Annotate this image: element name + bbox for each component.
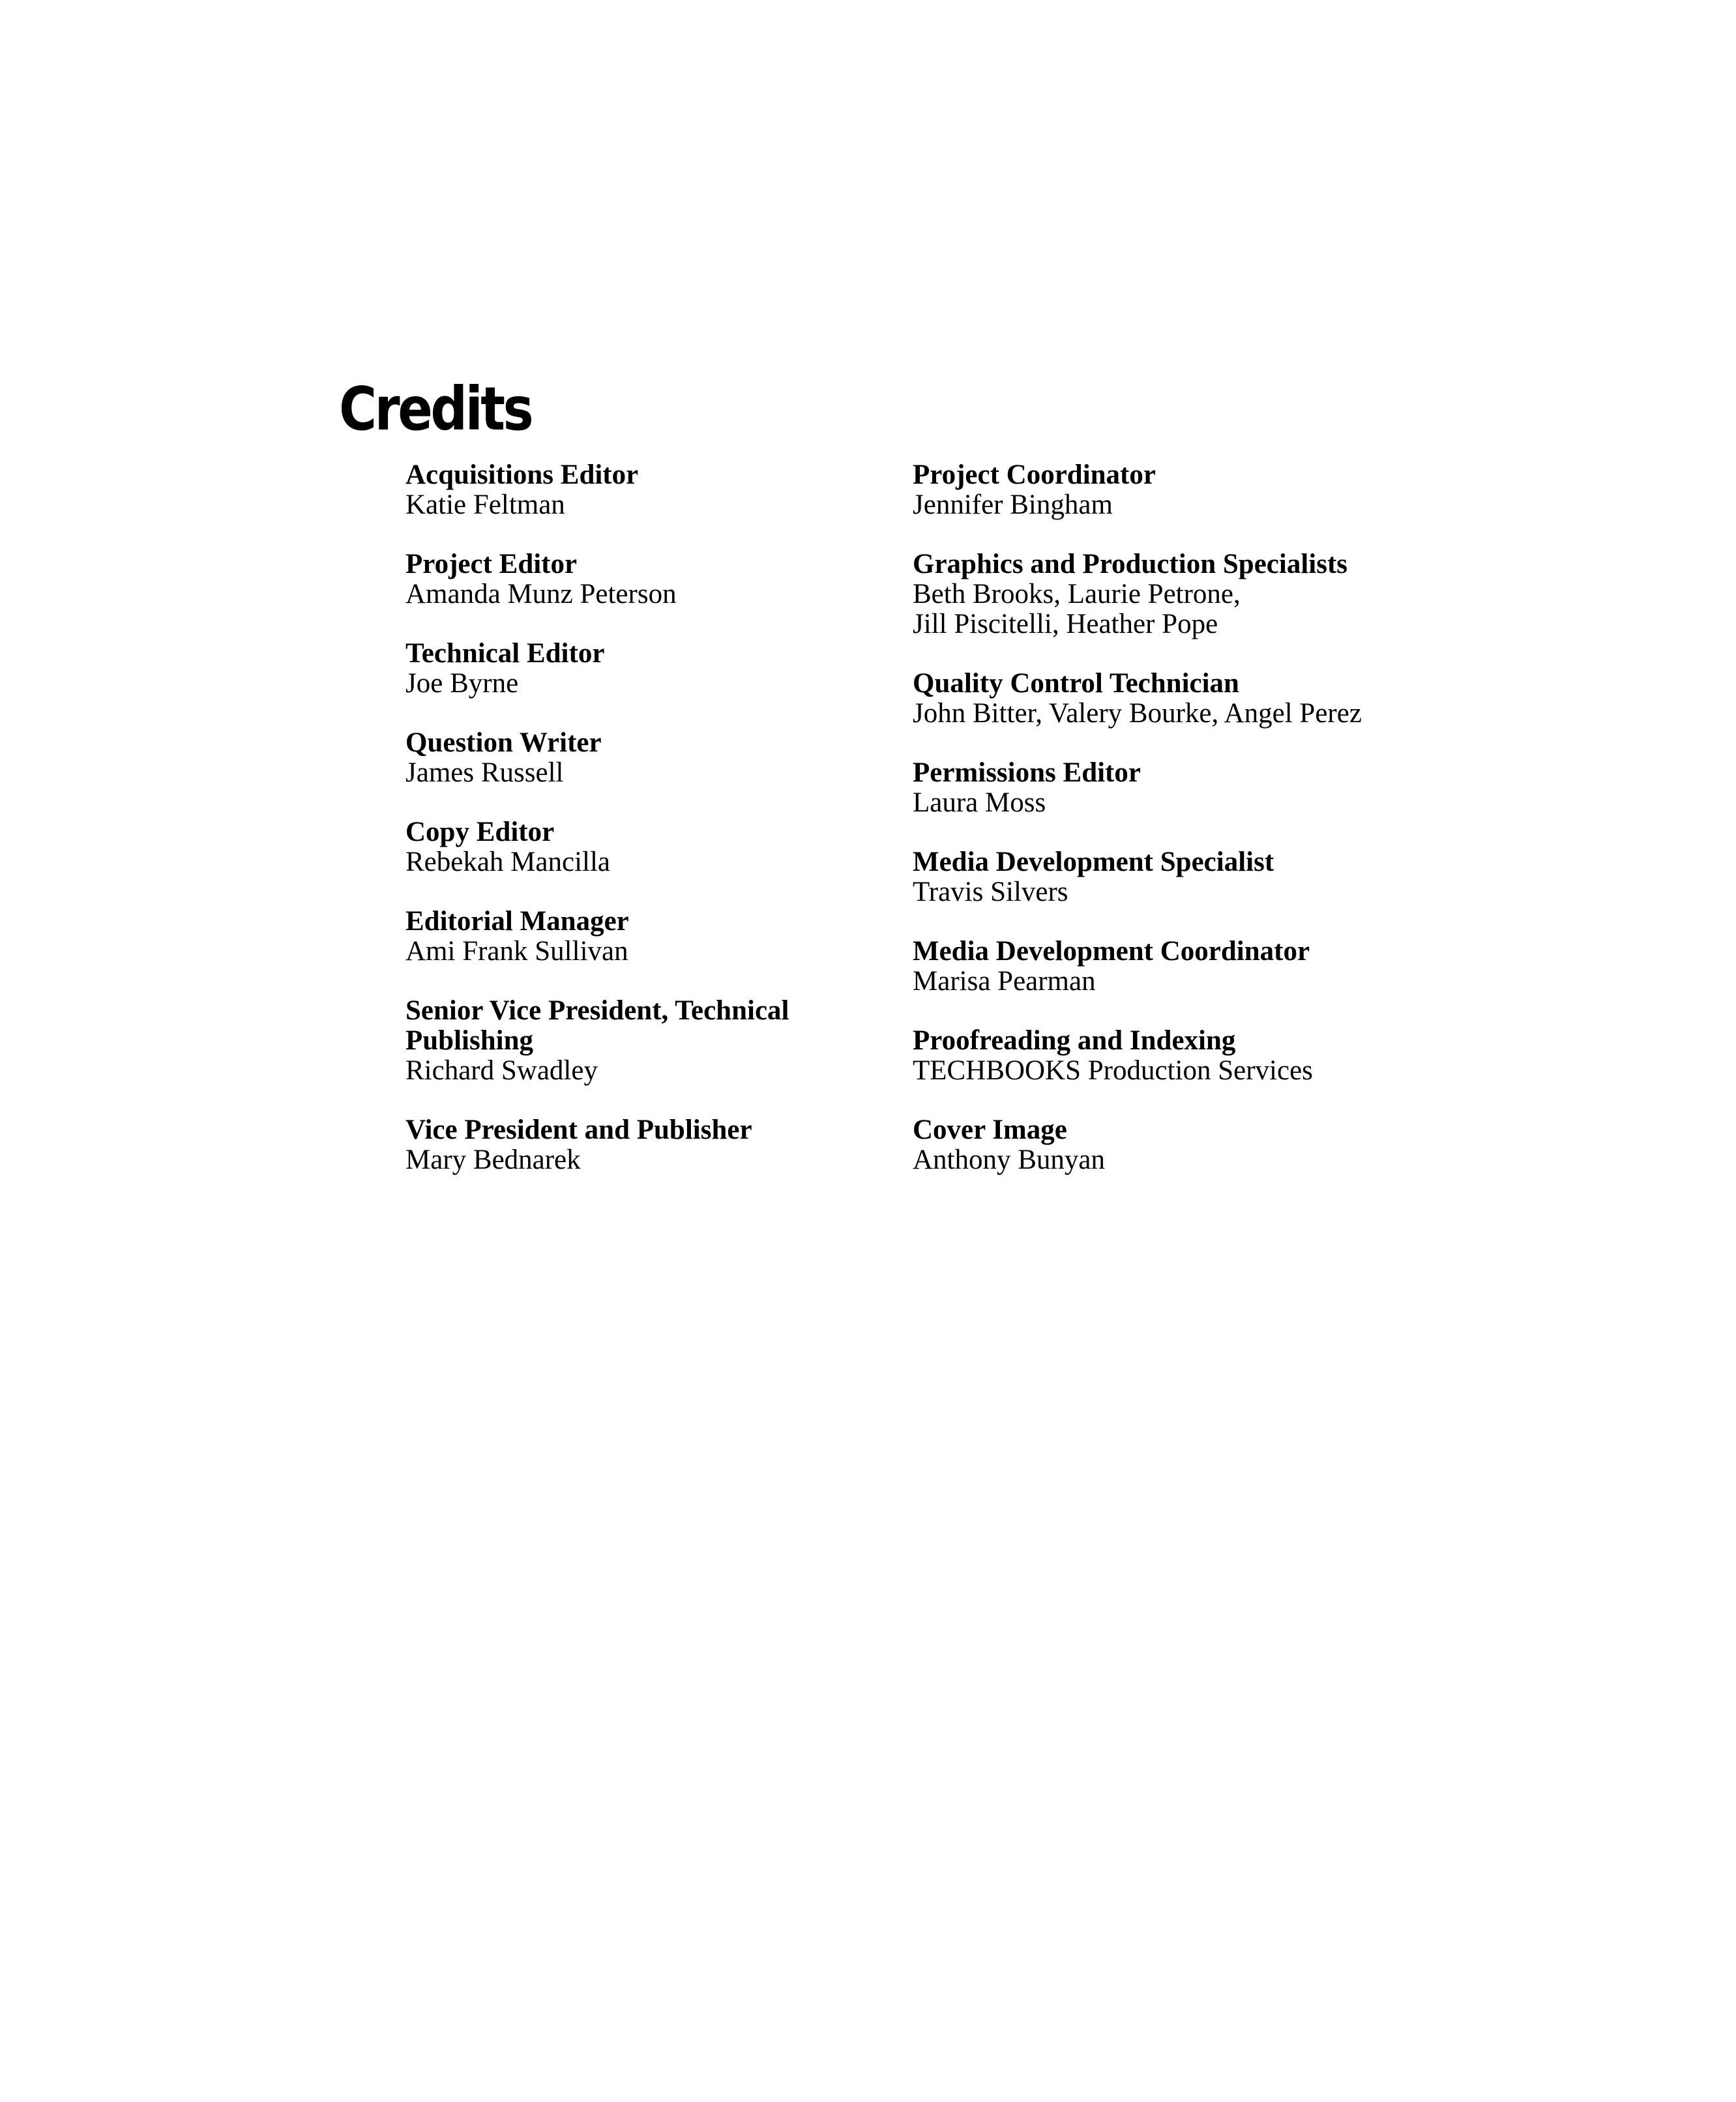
credit-name: TECHBOOKS Production Services bbox=[913, 1055, 1313, 1086]
credit-role: Media Development Coordinator bbox=[913, 936, 1310, 967]
credit-role: Technical Editor bbox=[405, 638, 605, 669]
credit-entry-vice-president-publisher bbox=[405, 1115, 901, 1175]
credit-role: Permissions Editor bbox=[913, 757, 1141, 788]
credit-entry-editorial-manager bbox=[405, 907, 901, 967]
credit-entry-question-writer bbox=[405, 728, 901, 788]
credit-name: Mary Bednarek bbox=[405, 1145, 581, 1175]
credit-name: Marisa Pearman bbox=[913, 966, 1096, 997]
credit-name: Richard Swadley bbox=[405, 1055, 598, 1086]
credit-role: Vice President and Publisher bbox=[405, 1115, 752, 1145]
credit-role: Graphics and Production Specialists bbox=[913, 549, 1348, 579]
page-title: Credits bbox=[339, 374, 532, 444]
credit-entry-senior-vice-president bbox=[405, 996, 901, 1086]
credit-name: Ami Frank Sullivan bbox=[405, 936, 628, 967]
credit-entry-proofreading-indexing bbox=[913, 1026, 1499, 1086]
credit-name: Beth Brooks, Laurie Petrone, Jill Piscitelli, Heather Pope bbox=[913, 579, 1241, 639]
credit-name: Anthony Bunyan bbox=[913, 1145, 1106, 1175]
credit-entry-project-editor bbox=[405, 549, 901, 609]
credit-name: Travis Silvers bbox=[913, 877, 1068, 907]
credit-role: Proofreading and Indexing bbox=[913, 1025, 1236, 1056]
credit-entry-cover-image bbox=[913, 1115, 1499, 1175]
credit-entry-graphics-production bbox=[913, 549, 1499, 639]
credit-entry-copy-editor bbox=[405, 817, 901, 877]
credit-name: Amanda Munz Peterson bbox=[405, 579, 677, 609]
credit-entry-acquisitions-editor bbox=[405, 460, 901, 520]
credit-entry-technical-editor bbox=[405, 639, 901, 699]
credit-entry-media-development-coordinator bbox=[913, 937, 1499, 997]
credit-role: Editorial Manager bbox=[405, 906, 629, 937]
credit-name: Rebekah Mancilla bbox=[405, 847, 611, 877]
credit-role: Senior Vice President, Technical Publishing bbox=[405, 995, 789, 1056]
credit-entry-quality-control bbox=[913, 669, 1499, 729]
credit-name: Katie Feltman bbox=[405, 489, 565, 520]
credit-role: Quality Control Technician bbox=[913, 668, 1239, 699]
credit-entry-media-development-specialist bbox=[913, 847, 1499, 907]
credit-role: Project Editor bbox=[405, 549, 578, 579]
credit-entry-project-coordinator bbox=[913, 460, 1499, 520]
credit-role: Project Coordinator bbox=[913, 460, 1156, 490]
credit-role: Question Writer bbox=[405, 727, 602, 758]
credit-name: Joe Byrne bbox=[405, 668, 519, 699]
credit-role: Cover Image bbox=[913, 1115, 1067, 1145]
credit-role: Acquisitions Editor bbox=[405, 460, 639, 490]
credits-column-left bbox=[405, 460, 901, 1204]
credit-name: James Russell bbox=[405, 757, 564, 788]
credits-column-right bbox=[913, 460, 1499, 1204]
credit-entry-permissions-editor bbox=[913, 758, 1499, 818]
credit-name: Jennifer Bingham bbox=[913, 489, 1113, 520]
credit-role: Media Development Specialist bbox=[913, 847, 1274, 877]
credit-name: John Bitter, Valery Bourke, Angel Perez bbox=[913, 698, 1362, 729]
credit-role: Copy Editor bbox=[405, 817, 555, 847]
credit-name: Laura Moss bbox=[913, 787, 1046, 818]
